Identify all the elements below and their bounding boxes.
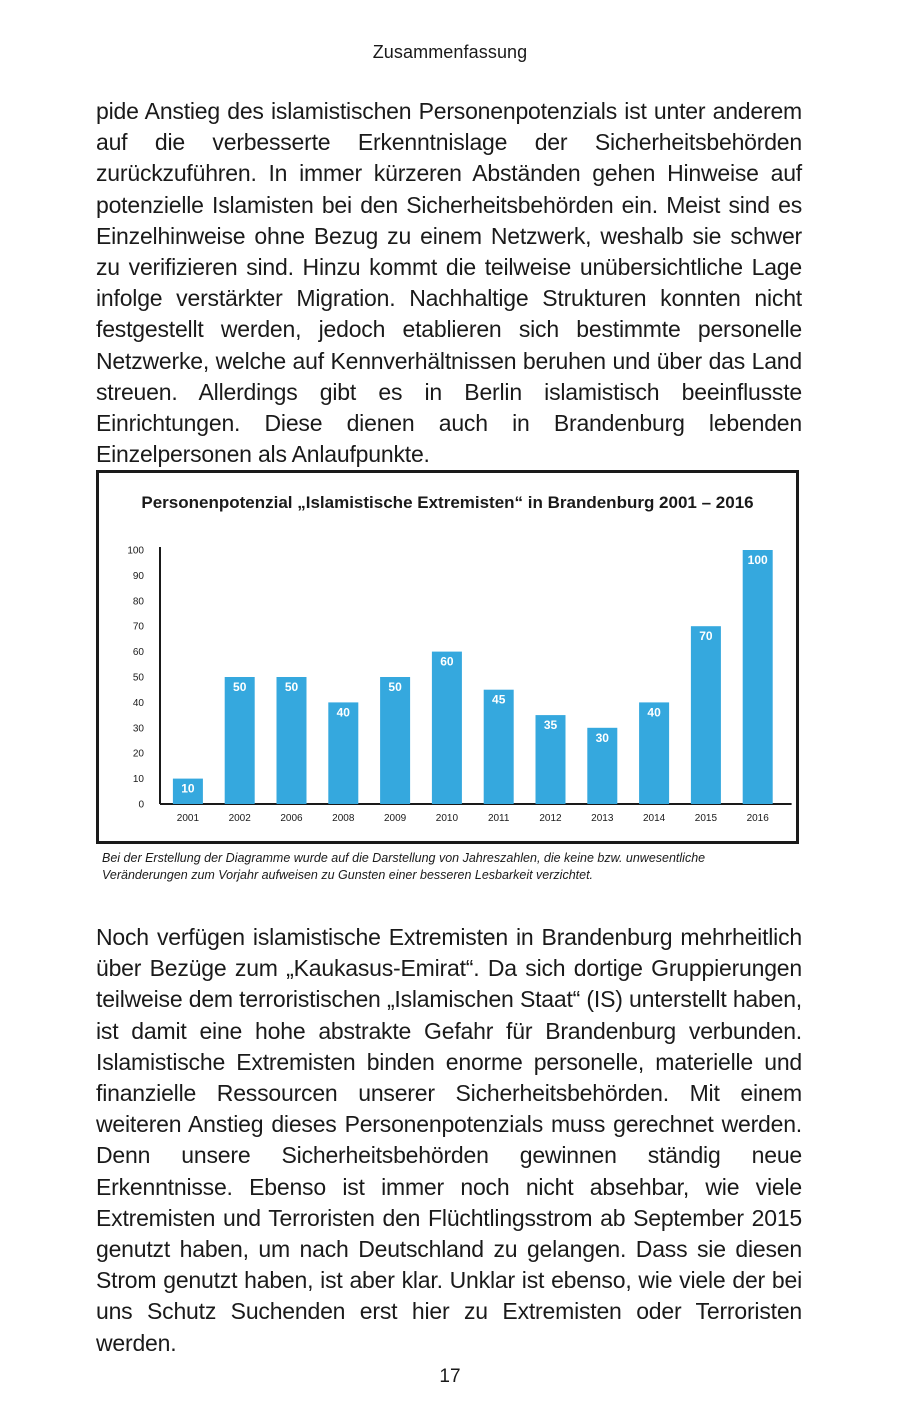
y-tick-label: 30 (132, 723, 144, 735)
body-paragraph-2: Noch verfügen islamistische Extremisten in Brandenburg mehrheitlich über Bezüge zum „Kaukasus-Emirat“. Da sich dortige Gruppierungen teilweise dem terroristischen „Islamischen Staat“ (IS) unterstellt haben, ist damit eine hohe abstrakte Gefahr für Brandenburg verbunden. Islamistische Extremisten binden enorme personelle, materielle und finanzielle Ressourcen unserer Sicherheitsbehörden. Mit einem weiteren Anstieg dieses Personenpotenzials muss gerechnet werden. Denn unsere Sicherheitsbehörden gewinnen ständig neue Erkenntnisse. Ebenso ist immer noch nicht absehbar, wie viele Extremisten und Terroristen den Flüchtlingsstrom ab September 2015 genutzt haben, um nach Deutschland zu gelangen. Dass sie diesen Strom genutzt haben, ist aber klar. Unklar ist ebenso, wie viele der bei uns Schutz Suchenden erst hier zu Extremisten oder Terroristen werden. (96, 924, 802, 1356)
bar-value-label: 70 (699, 629, 713, 644)
y-tick-label: 60 (132, 647, 144, 659)
bar (380, 677, 410, 804)
x-tick-label: 2006 (280, 813, 303, 824)
y-tick-label: 40 (132, 697, 144, 709)
bar-value-label: 30 (595, 730, 609, 745)
chart-title: Personenpotenzial „Islamistische Extremisten“ in Brandenburg 2001 – 2016 (141, 493, 754, 512)
bar-value-label: 10 (181, 781, 195, 796)
y-tick-label: 50 (132, 672, 144, 684)
y-tick-label: 10 (132, 774, 144, 786)
chart-footnote: Bei der Erstellung der Diagramme wurde auf die Darstellung von Jahreszahlen, die keine bzw. unwesentliche Veränderungen zum Vorjahr aufweisen zu Gunsten einer besseren Lesbarkeit verzichtet. (102, 851, 706, 882)
x-tick-label: 2016 (746, 813, 769, 824)
bar-value-label: 60 (440, 654, 454, 669)
body-paragraph-1: pide Anstieg des islamistischen Personenpotenzials ist unter anderem auf die verbesserte Erkenntnislage der Sicherheitsbehörden zurückzuführen. In immer kürzeren Abständen gehen Hinweise auf potenzielle Islamisten bei den Sicherheitsbehörden ein. Meist sind es Einzelhinweise ohne Bezug zu einem Netzwerk, weshalb sie schwer zu verifizieren sind. Hinzu kommt die teilweise unübersichtliche Lage infolge verstärkter Migration. Nachhaltige Strukturen konnten nicht festgestellt werden, jedoch etablieren sich bestimmte personelle Netzwerke, welche auf Kennverhältnissen beruhen und über das Land streuen. Allerdings gibt es in Berlin islamistisch beeinflusste Einrichtungen. Diese dienen auch in Brandenburg lebenden Einzelpersonen als Anlaufpunkte. (96, 98, 802, 468)
bar-value-label: 40 (336, 705, 350, 720)
x-tick-label: 2013 (591, 813, 614, 824)
x-tick-label: 2009 (383, 813, 407, 824)
x-tick-label: 2011 (487, 813, 510, 824)
x-tick-label: 2001 (176, 813, 200, 824)
y-tick-label: 80 (132, 596, 144, 608)
bar (225, 677, 255, 804)
x-tick-label: 2014 (642, 813, 666, 824)
bar (743, 550, 773, 804)
x-tick-label: 2002 (228, 813, 251, 824)
bar-value-label: 50 (233, 680, 247, 694)
bar-value-label: 40 (647, 705, 661, 720)
bar-value-label: 35 (543, 718, 558, 733)
y-tick-label: 0 (138, 799, 144, 811)
bar-value-label: 45 (492, 692, 506, 707)
x-tick-label: 2012 (539, 813, 562, 824)
bar-value-label: 50 (388, 680, 402, 694)
bar-value-label: 50 (284, 680, 299, 694)
y-tick-label: 70 (132, 621, 144, 633)
bar (277, 677, 307, 804)
x-tick-label: 2008 (332, 813, 355, 824)
running-head: Zusammenfassung (372, 42, 528, 62)
page-number: 17 (439, 1366, 461, 1387)
bar (432, 652, 462, 804)
y-tick-label: 100 (127, 545, 144, 557)
y-tick-label: 90 (132, 570, 144, 582)
x-tick-label: 2010 (435, 813, 459, 824)
chart-frame (96, 470, 799, 844)
x-tick-label: 2015 (694, 813, 718, 824)
bar-chart (99, 473, 796, 841)
bar-value-label: 100 (747, 553, 768, 567)
bar (691, 626, 721, 804)
y-tick-label: 20 (132, 748, 144, 760)
bar (484, 690, 514, 804)
